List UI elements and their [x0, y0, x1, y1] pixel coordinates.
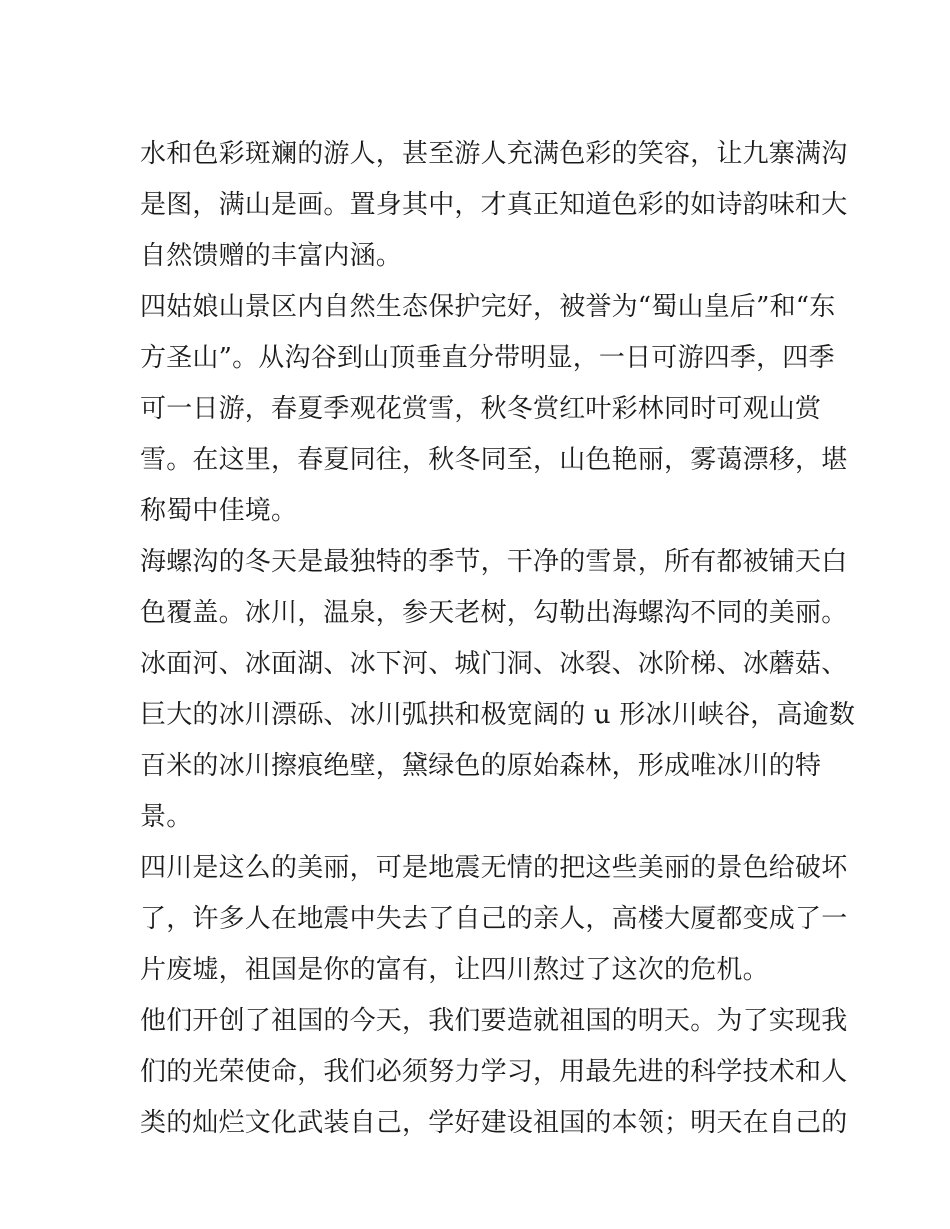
text-line: 水和色彩斑斓的游人，甚至游人充满色彩的笑容，让九寨满沟 — [140, 139, 848, 169]
text-line: 可一日游，春夏季观花赏雪，秋冬赏红叶彩林同时可观山赏 — [140, 394, 822, 424]
text-line: 类的灿烂文化武装自己，学好建设祖国的本领；明天在自己的 — [140, 1108, 848, 1138]
text-line: 自然馈赠的丰富内涵。 — [140, 241, 403, 271]
text-line: 景。 — [140, 802, 193, 832]
text-line: 了，许多人在地震中失去了自己的亲人，高楼大厦都变成了一 — [140, 904, 848, 934]
text-line: 四姑娘山景区内自然生态保护完好，被誉为“蜀山皇后”和“东 — [140, 292, 836, 322]
paragraph-earthquake — [140, 843, 848, 996]
text-line: 百米的冰川擦痕绝壁，黛绿色的原始森林，形成唯冰川的特 — [140, 751, 822, 781]
text-line: 们的光荣使命，我们必须努力学习，用最先进的科学技术和人 — [140, 1057, 848, 1087]
paragraph-future — [140, 996, 848, 1149]
text-line: 片废墟，祖国是你的富有，让四川熬过了这次的危机。 — [140, 955, 769, 985]
text-line: 冰面河、冰面湖、冰下河、城门洞、冰裂、冰阶梯、冰蘑菇、 — [140, 649, 848, 679]
text-line: 方圣山”。从沟谷到山顶垂直分带明显，一日可游四季，四季 — [140, 343, 835, 373]
text-line: 色覆盖。冰川，温泉，参天老树，勾勒出海螺沟不同的美丽。 — [140, 598, 848, 628]
text-line: 是图，满山是画。置身其中，才真正知道色彩的如诗韵味和大 — [140, 190, 848, 220]
text-line: 四川是这么的美丽，可是地震无情的把这些美丽的景色给破坏 — [140, 853, 848, 883]
paragraph-hailuogou — [140, 537, 856, 843]
text-line: 他们开创了祖国的今天，我们要造就祖国的明天。为了实现我 — [140, 1006, 848, 1036]
text-line: 巨大的冰川漂砾、冰川弧拱和极宽阔的 u 形冰川峡谷，高逾数 — [140, 700, 856, 730]
text-line: 海螺沟的冬天是最独特的季节，干净的雪景，所有都被铺天白 — [140, 547, 848, 577]
text-line: 称蜀中佳境。 — [140, 496, 298, 526]
document-body — [140, 129, 856, 1149]
paragraph-siguniangshan — [140, 282, 848, 537]
paragraph-jiuzhaigou — [140, 129, 848, 282]
text-line: 雪。在这里，春夏同往，秋冬同至，山色艳丽，雾蔼漂移，堪 — [140, 445, 848, 475]
